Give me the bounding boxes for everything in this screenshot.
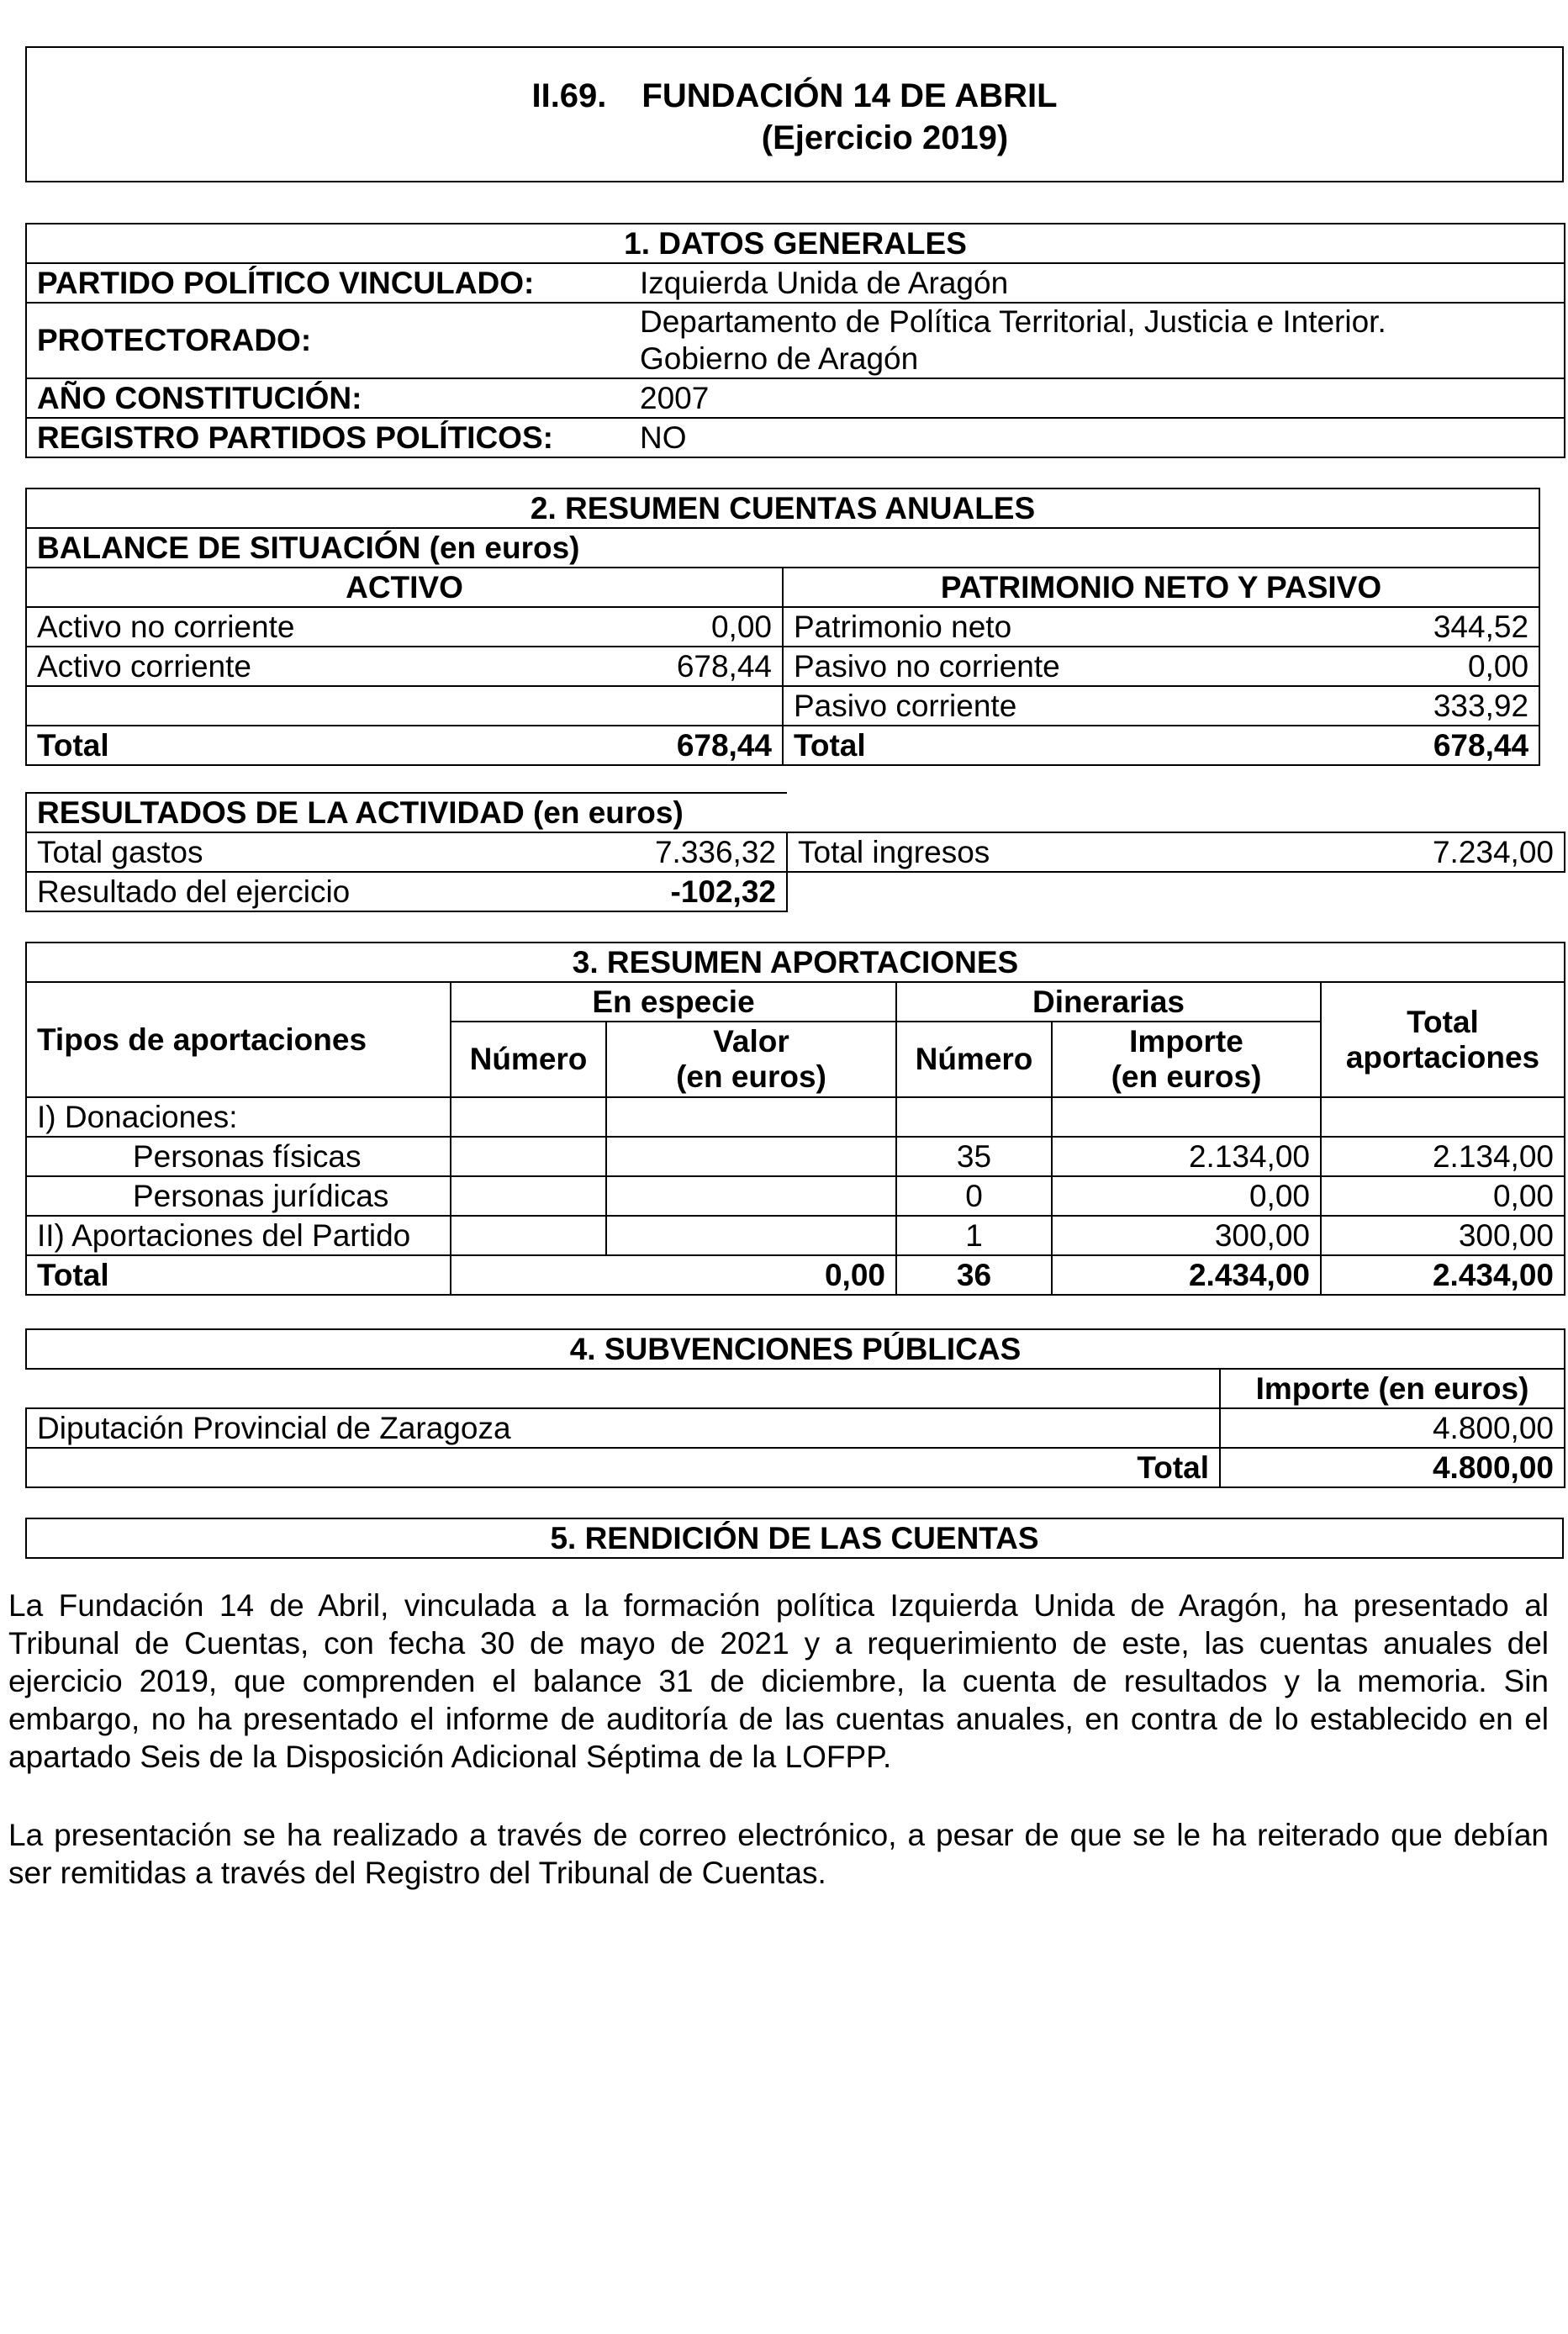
- rendicion-paragraph-1: La Fundación 14 de Abril, vinculada a la formación política Izquierda Unida de Aragón, ha presentado al Tribunal de Cuentas, con fecha 30 de mayo de 2021 y a requerimiento de este, las cuentas anuales del ejercicio 2019, que comprenden el balance 31 de diciembre, la cuenta de resultados y la memoria. Sin embargo, no ha presentado el informe de auditoría de las cuentas anuales, en contra de lo establecido en el apartado Seis de la Disposición Adicional Séptima de la LOFPP.: [8, 1588, 1549, 1774]
- resultados-table: [25, 792, 1565, 912]
- cell: [606, 1137, 896, 1176]
- activo-header: ACTIVO: [26, 568, 783, 607]
- pasivo-label: Patrimonio neto: [783, 607, 1338, 647]
- subvencion-value: 4.800,00: [1220, 1408, 1565, 1448]
- table-row-total: [26, 1255, 1565, 1295]
- pasivo-total-label: Total: [783, 726, 1338, 765]
- foundation-name: FUNDACIÓN 14 DE ABRIL: [641, 77, 1058, 114]
- protectorado-label: PROTECTORADO:: [26, 303, 630, 378]
- cell: 2.434,00: [1052, 1255, 1321, 1295]
- table-row: [26, 726, 1539, 765]
- valor-header-1: Valor: [713, 1024, 789, 1059]
- datos-generales-heading: 1. DATOS GENERALES: [26, 224, 1565, 263]
- registro-label: REGISTRO PARTIDOS POLÍTICOS:: [26, 418, 630, 457]
- ingresos-label: Total ingresos: [787, 832, 1342, 872]
- aportacion-label: I) Donaciones:: [26, 1097, 451, 1137]
- importe-header-2: (en euros): [1111, 1059, 1262, 1094]
- pasivo-header: PATRIMONIO NETO Y PASIVO: [783, 568, 1539, 607]
- table-row-total: [26, 1448, 1565, 1487]
- cell: 300,00: [1321, 1216, 1565, 1255]
- aportacion-label: Personas jurídicas: [26, 1176, 451, 1216]
- protectorado-value: [630, 303, 1565, 378]
- total-aportaciones-header: [1321, 982, 1565, 1097]
- especie-valor-header: [606, 1022, 896, 1097]
- subvenciones-table: [25, 1328, 1565, 1488]
- cell: 1: [896, 1216, 1052, 1255]
- importe-header: [1052, 1022, 1321, 1097]
- resultados-title: RESULTADOS DE LA ACTIVIDAD (en euros): [26, 793, 787, 832]
- aportacion-total-label: Total: [26, 1255, 451, 1295]
- activo-value: 678,44: [581, 647, 783, 686]
- tipos-header: Tipos de aportaciones: [26, 982, 451, 1097]
- activo-total-value: 678,44: [581, 726, 783, 765]
- table-row: [26, 1137, 1565, 1176]
- cell: [451, 1137, 606, 1176]
- aportaciones-heading: 3. RESUMEN APORTACIONES: [26, 943, 1565, 982]
- pasivo-label: Pasivo no corriente: [783, 647, 1338, 686]
- protectorado-value-line1: Departamento de Política Territorial, Justicia e Interior.: [640, 304, 1386, 339]
- table-row: [26, 1216, 1565, 1255]
- cell: [451, 1216, 606, 1255]
- cell: 36: [896, 1255, 1052, 1295]
- aportacion-label: Personas físicas: [26, 1137, 451, 1176]
- importe-subv-header: Importe (en euros): [1220, 1369, 1565, 1408]
- aportaciones-table: [25, 942, 1565, 1296]
- cell: [896, 1097, 1052, 1137]
- cell: 0,00: [1052, 1176, 1321, 1216]
- resumen-cuentas-heading: 2. RESUMEN CUENTAS ANUALES: [26, 488, 1539, 528]
- total-aportaciones-header-1: Total: [1407, 1004, 1479, 1039]
- fiscal-year: (Ejercicio 2019): [761, 119, 1009, 156]
- cell: 0,00: [606, 1255, 896, 1295]
- table-row: [26, 832, 1565, 872]
- cell: [451, 1097, 606, 1137]
- pasivo-value: 344,52: [1338, 607, 1539, 647]
- protectorado-value-line2: Gobierno de Aragón: [640, 341, 919, 376]
- empty-cell: [26, 1369, 1220, 1408]
- cell: 2.134,00: [1052, 1137, 1321, 1176]
- table-row: [26, 686, 1539, 726]
- registro-value: NO: [630, 418, 1565, 457]
- total-aportaciones-header-2: aportaciones: [1345, 1039, 1540, 1075]
- activo-total-label: Total: [26, 726, 581, 765]
- cell: [606, 1176, 896, 1216]
- cell: [1052, 1097, 1321, 1137]
- title-box: [25, 46, 1564, 182]
- table-row: [26, 607, 1539, 647]
- ingresos-value: 7.234,00: [1342, 832, 1565, 872]
- valor-header-2: (en euros): [676, 1059, 826, 1094]
- section-number: II.69.: [531, 77, 607, 114]
- subvenciones-heading: 4. SUBVENCIONES PÚBLICAS: [26, 1329, 1565, 1369]
- ano-constitucion-value: 2007: [630, 378, 1565, 418]
- balance-title: BALANCE DE SITUACIÓN (en euros): [26, 528, 1539, 568]
- cell: [606, 1097, 896, 1137]
- ano-constitucion-label: AÑO CONSTITUCIÓN:: [26, 378, 630, 418]
- title-line-1: [27, 75, 1562, 117]
- cell: 35: [896, 1137, 1052, 1176]
- subvencion-total-value: 4.800,00: [1220, 1448, 1565, 1487]
- table-row: [26, 647, 1539, 686]
- activo-value: 0,00: [581, 607, 783, 647]
- table-row: [26, 1408, 1565, 1448]
- cell: 2.434,00: [1321, 1255, 1565, 1295]
- cell: 0: [896, 1176, 1052, 1216]
- activo-label: Activo corriente: [26, 647, 581, 686]
- pasivo-value: 333,92: [1338, 686, 1539, 726]
- activo-label: [26, 686, 581, 726]
- resultado-label: Resultado del ejercicio: [26, 872, 581, 911]
- subvencion-label: Diputación Provincial de Zaragoza: [26, 1408, 1220, 1448]
- cell: [451, 1255, 606, 1295]
- subvencion-total-label: Total: [26, 1448, 1220, 1487]
- partido-label: PARTIDO POLÍTICO VINCULADO:: [26, 263, 630, 303]
- gastos-value: 7.336,32: [581, 832, 787, 872]
- aportacion-label: II) Aportaciones del Partido: [26, 1216, 451, 1255]
- cell: [606, 1216, 896, 1255]
- cell: [1321, 1097, 1565, 1137]
- pasivo-total-value: 678,44: [1338, 726, 1539, 765]
- cell: 300,00: [1052, 1216, 1321, 1255]
- rendicion-paragraph-2: La presentación se ha realizado a través de correo electrónico, a pesar de que se le ha reiterado que debían ser remitidas a través del Registro del Tribunal de Cuentas.: [8, 1818, 1549, 1890]
- dinerarias-header: Dinerarias: [896, 982, 1321, 1022]
- table-row: [26, 1176, 1565, 1216]
- rendicion-heading: 5. RENDICIÓN DE LAS CUENTAS: [26, 1518, 1563, 1558]
- cell: 2.134,00: [1321, 1137, 1565, 1176]
- cell: [451, 1176, 606, 1216]
- rendicion-table: [25, 1518, 1564, 1559]
- pasivo-label: Pasivo corriente: [783, 686, 1338, 726]
- en-especie-header: En especie: [451, 982, 896, 1022]
- table-row: [26, 1097, 1565, 1137]
- table-row: [26, 872, 1565, 911]
- datos-generales-table: [25, 223, 1565, 458]
- pasivo-value: 0,00: [1338, 647, 1539, 686]
- balance-table: [25, 488, 1540, 766]
- partido-value: Izquierda Unida de Aragón: [630, 263, 1565, 303]
- activo-value: [581, 686, 783, 726]
- gastos-label: Total gastos: [26, 832, 581, 872]
- dinerarias-numero-header: Número: [896, 1022, 1052, 1097]
- cell: 0,00: [1321, 1176, 1565, 1216]
- especie-numero-header: Número: [451, 1022, 606, 1097]
- activo-label: Activo no corriente: [26, 607, 581, 647]
- resultado-value: -102,32: [581, 872, 787, 911]
- importe-header-1: Importe: [1129, 1024, 1243, 1059]
